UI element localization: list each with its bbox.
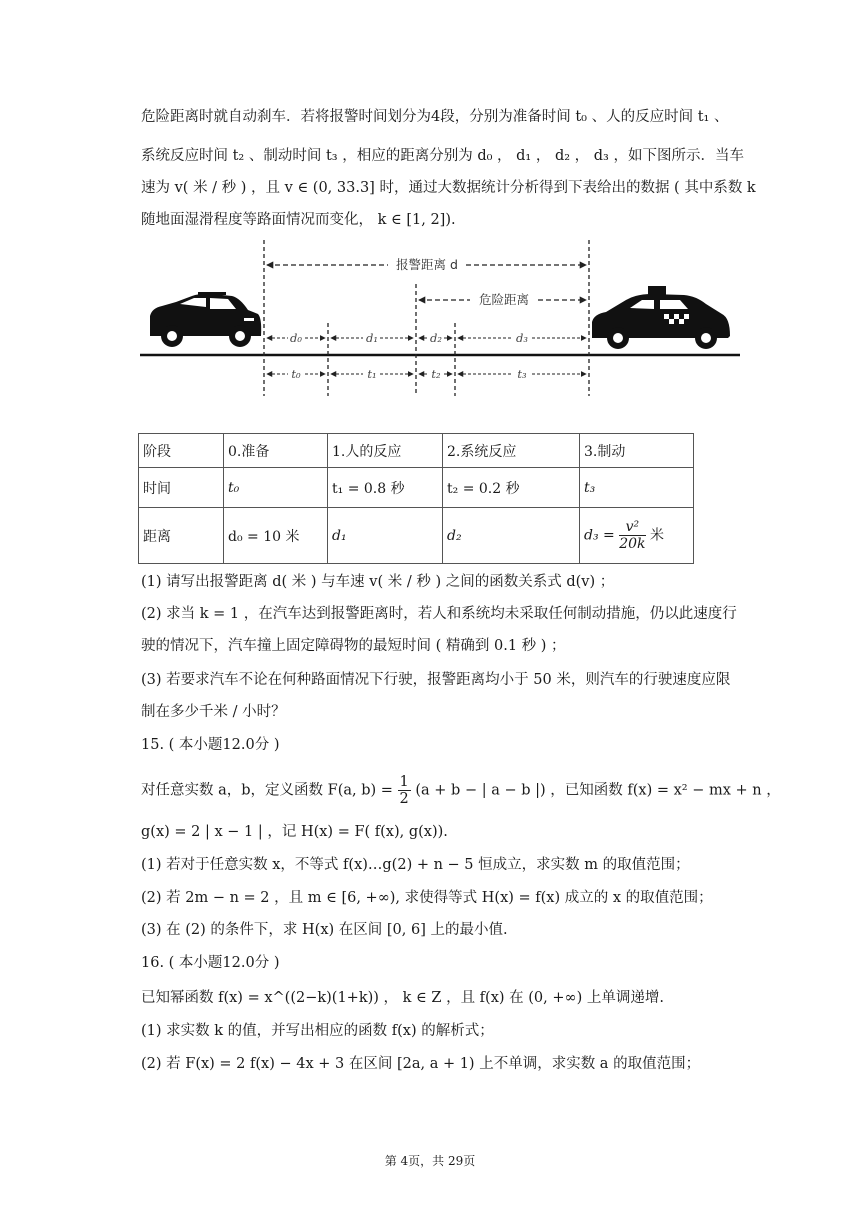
d3-fraction [619,519,645,552]
table-row [139,434,694,468]
q16-part1: (1) 求实数 k 的值，并写出相应的函数 f(x) 的解析式； [141,1023,494,1039]
table-cell: d₀ = 10 米 [224,508,328,564]
table-cell: 2.系统反应 [443,434,580,468]
table-row [139,508,694,564]
page-footer: 第 4页，共 29页 [384,1154,476,1168]
q14-part1: (1) 请写出报警距离 d( 米 ) 与车速 v( 米 / 秒 ) 之间的函数关系式 d(v) ； [141,574,615,590]
table-cell: 0.准备 [224,434,328,468]
q14-part3b: 制在多少千米 / 小时？ [141,704,286,720]
q15-line1-a: 对任意实数 a，b，定义函数 F(a, b) = [141,782,393,799]
t2-label: t₂ [431,367,441,381]
t3-label: t₃ [517,367,527,381]
rear-car-icon [150,292,261,347]
q15-title: 15. ( 本小题12.0分 ) [141,737,280,753]
intro-line-1: 危险距离时就自动刹车．若将报警时间划分为4段，分别为准备时间 t₀ 、人的反应时间 t₁ 、 [141,109,729,125]
table-cell: 1.人的反应 [328,434,443,468]
d3-numerator: v² [619,519,645,536]
intro-line-2: 系统反应时间 t₂ 、制动时间 t₃ ，相应的距离分别为 d₀ ， d₁ ， d₂ ， d₃ ，如下图所示．当车 [141,148,744,164]
d2-label: d₂ [430,331,442,345]
q16-title: 16. ( 本小题12.0分 ) [141,955,280,971]
q16-line1: 已知幂函数 f(x) = x^((2−k)(1+k)) ， k ∈ Z ，且 f(x) 在 (0, +∞) 上单调递增. [141,990,664,1006]
q15-line1 [141,774,781,807]
table-cell: 时间 [139,468,224,508]
q15-line1-b: (a + b − | a − b |) ，已知函数 f(x) = x² − mx + n ， [415,782,781,799]
d3-unit: 米 [649,527,664,544]
t0-label: t₀ [291,367,301,381]
half-numerator: 1 [399,774,409,790]
half-denominator: 2 [399,791,409,807]
table-cell: t₂ = 0.2 秒 [443,468,580,508]
table-cell: 阶段 [139,434,224,468]
table-cell: t₁ = 0.8 秒 [328,468,443,508]
table-row [139,468,694,508]
q15-part1: (1) 若对于任意实数 x，不等式 f(x)…g(2) + n − 5 恒成立，求实数 m 的取值范围； [141,857,690,873]
table-cell: d₂ [443,508,580,564]
table-cell: 3.制动 [580,434,694,468]
alarm-distance-label: 报警距离 d [396,257,458,272]
d3-lhs: d₃ = [584,527,615,544]
q14-part3a: (3) 若要求汽车不论在何种路面情况下行驶，报警距离均小于 50 米，则汽车的行驶速度应限 [141,672,731,688]
stage-table [138,433,694,564]
q15-part2: (2) 若 2m − n = 2 ，且 m ∈ [6, +∞), 求使得等式 H(x) = f(x) 成立的 x 的取值范围； [141,890,713,906]
intro-line-4: 随地面湿滑程度等路面情况而变化， k ∈ [1, 2]). [141,212,456,228]
q15-part3: (3) 在 (2) 的条件下，求 H(x) 在区间 [0, 6] 上的最小值. [141,922,508,938]
d3-label: d₃ [516,331,528,345]
danger-distance-label: 危险距离 [478,292,530,307]
half-fraction [398,774,411,807]
q15-line2: g(x) = 2 | x − 1 | ，记 H(x) = F( f(x), g(x)). [141,824,448,840]
d3-denominator: 20k [619,536,646,552]
table-cell: t₀ [224,468,328,508]
d1-label: d₁ [366,331,378,345]
q16-part2: (2) 若 F(x) = 2 f(x) − 4x + 3 在区间 [2a, a + 1) 上不单调，求实数 a 的取值范围； [141,1056,701,1072]
braking-distance-diagram [140,238,740,400]
q14-part2a: (2) 求当 k = 1 ，在汽车达到报警距离时，若人和系统均未采取任何制动措施，仍以此速度行 [141,606,737,622]
intro-line-3: 速为 v( 米 / 秒 ) ，且 v ∈ (0, 33.3] 时，通过大数据统计分析得到下表给出的数据 ( 其中系数 k [141,180,756,196]
table-cell: t₃ [580,468,694,508]
d0-label: d₀ [290,331,302,345]
table-cell-d3 [580,508,694,564]
table-cell: d₁ [328,508,443,564]
t1-label: t₁ [367,367,377,381]
table-cell: 距离 [139,508,224,564]
obstacle-taxi-icon [592,286,730,349]
q14-part2b: 驶的情况下，汽车撞上固定障碍物的最短时间 ( 精确到 0.1 秒 ) ； [141,638,566,654]
